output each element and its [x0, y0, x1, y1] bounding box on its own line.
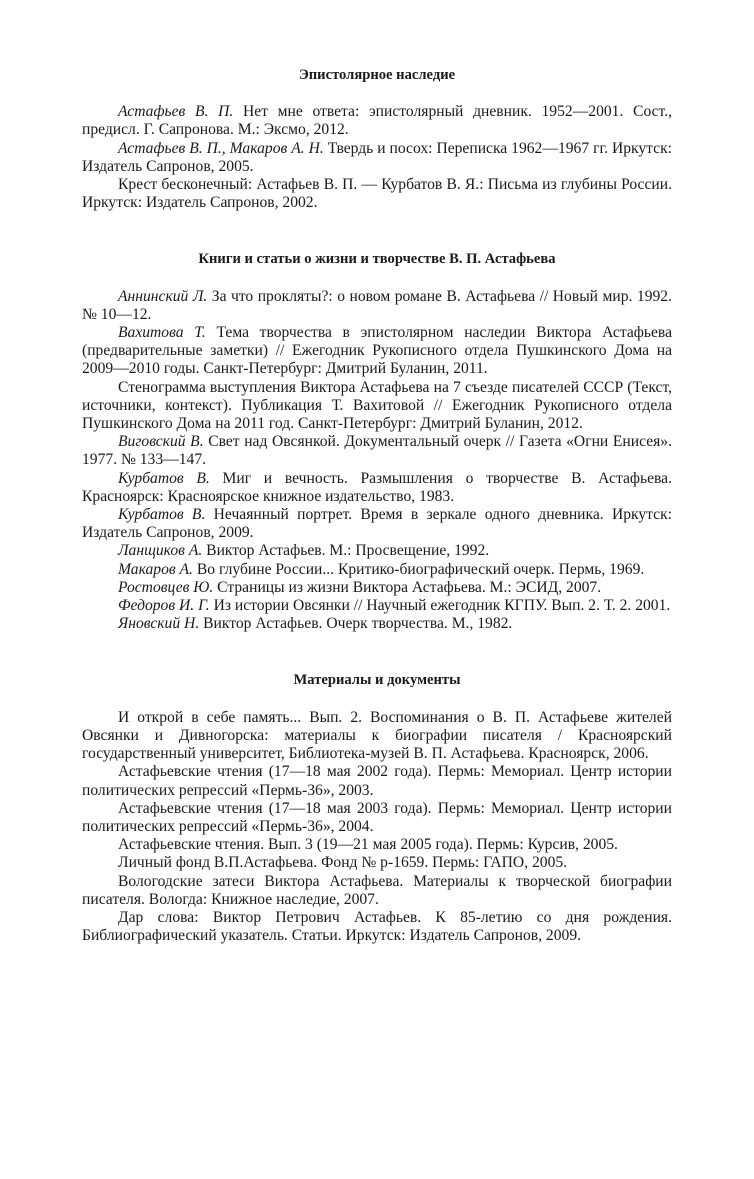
bibliography-entry — [82, 379, 672, 434]
bibliography-entry — [82, 709, 672, 764]
section-books-articles-list — [82, 288, 672, 634]
entry-text: За что прокляты?: о новом романе В. Астафьева // Новый мир. 1992. № 10—12. — [82, 287, 672, 323]
entry-text: Астафьевские чтения (17—18 мая 2003 года). Пермь: Мемориал. Центр истории политических репрессий «Пермь-36», 2004. — [82, 799, 672, 835]
bibliography-entry — [82, 763, 672, 799]
entry-author: Ланщиков А. — [118, 542, 203, 560]
bibliography-entry — [82, 542, 672, 560]
bibliography-entry — [82, 140, 672, 176]
bibliography-entry — [82, 854, 672, 872]
bibliography-entry — [82, 800, 672, 836]
entry-text: Вологодские затеси Виктора Астафьева. Материалы к творческой биографии писателя. Вологда: Книжное наследие, 2007. — [82, 872, 672, 908]
entry-author: Федоров И. Г. — [118, 597, 210, 615]
document-page — [82, 66, 672, 945]
section-title-materials: Материалы и документы — [293, 672, 461, 689]
bibliography-entry — [82, 836, 672, 854]
entry-author: Яновский Н. — [118, 615, 200, 633]
entry-text: Страницы из жизни Виктора Астафьева. М.: ЭСИД, 2007. — [213, 578, 602, 596]
entry-text: Свет над Овсянкой. Документальный очерк // Газета «Огни Енисея». 1977. № 133—147. — [82, 433, 672, 469]
entry-author: Астафьев В. П. — [118, 103, 234, 121]
bibliography-entry — [82, 579, 672, 597]
entry-text: Виктор Астафьев. М.: Просвещение, 1992. — [202, 542, 490, 560]
entry-text: Астафьевские чтения (17—18 мая 2002 года). Пермь: Мемориал. Центр истории политических репрессий «Пермь-36», 2003. — [82, 763, 672, 799]
entry-text: И открой в себе память... Вып. 2. Воспоминания о В. П. Астафьеве жителей Овсянки и Дивногорска: материалы к биографии писателя / Красноярский государственный университет, Библиотека-музей В. П. Астафьева. Красноярск, 2006. — [82, 708, 672, 763]
entry-author: Ростовцев Ю. — [118, 578, 214, 596]
entry-author: Макаров А. — [118, 560, 193, 578]
section-title-epistolary: Эпистолярное наследие — [298, 67, 456, 83]
entry-text: Из истории Овсянки // Научный ежегодник КГПУ. Вып. 2. Т. 2. 2001. — [209, 597, 671, 615]
entry-text: Крест бесконечный: Астафьев В. П. — Курбатов В. Я.: Письма из глубины России. Иркутск: Издатель Сапронов, 2002. — [82, 176, 672, 212]
entry-text: Виктор Астафьев. Очерк творчества. М., 1982. — [199, 615, 513, 633]
entry-text: Нечаянный портрет. Время в зеркале одного дневника. Иркутск: Издатель Сапронов, 2009. — [82, 506, 672, 542]
entry-author: Вахитова Т. — [118, 324, 206, 342]
entry-text: Тема творчества в эпистолярном наследии Виктора Астафьева (предварительные заметки) // Ежегодник Рукописного отдела Пушкинского Дома на 2009—2010 годы. Санкт-Петербург: Дмитрий Буланин, 2011. — [82, 324, 673, 378]
entry-author: Виговский В. — [118, 433, 204, 451]
bibliography-entry — [82, 176, 672, 212]
entry-text: Твердь и посох: Переписка 1962—1967 гг. Иркутск: Издатель Сапронов, 2005. — [82, 139, 672, 175]
section-epistolary-list — [82, 103, 672, 212]
entry-text: Во глубине России... Критико-биографический очерк. Пермь, 1969. — [192, 560, 645, 578]
bibliography-entry — [82, 433, 672, 469]
entry-author: Курбатов В. — [118, 469, 210, 487]
entry-author: Курбатов В. — [118, 506, 206, 524]
section-title-books-articles: Книги и статьи о жизни и творчестве В. П. Астафьева — [198, 251, 556, 268]
bibliography-entry — [82, 288, 672, 324]
bibliography-entry — [82, 873, 672, 909]
entry-author: Аннинский Л. — [118, 287, 208, 305]
entry-text: Астафьевские чтения. Вып. 3 (19—21 мая 2005 года). Пермь: Курсив, 2005. — [118, 836, 618, 854]
bibliography-entry — [82, 597, 672, 615]
entry-text: Личный фонд В.П.Астафьева. Фонд № р-1659. Пермь: ГАПО, 2005. — [118, 854, 568, 872]
bibliography-entry — [82, 561, 672, 579]
bibliography-entry — [82, 506, 672, 542]
bibliography-entry — [82, 324, 672, 379]
entry-author: Астафьев В. П., Макаров А. Н. — [118, 139, 324, 157]
entry-text: Дар слова: Виктор Петрович Астафьев. К 85-летию со дня рождения. Библиографический указатель. Статьи. Иркутск: Издатель Сапронов, 2009. — [82, 908, 672, 945]
entry-text: Нет мне ответа: эпистолярный дневник. 1952—2001. Сост., предисл. Г. Сапронова. М.: Эксмо, 2012. — [82, 103, 672, 139]
entry-text: Миг и вечность. Размышления о творчестве В. Астафьева. Красноярск: Красноярское книжное издательство, 1983. — [82, 469, 672, 505]
entry-text: Стенограмма выступления Виктора Астафьева на 7 съезде писателей СССР (Текст, источники, контекст). Публикация Т. Вахитовой // Ежегодник Рукописного отдела Пушкинского Дома на 2011 год. Санкт-Петербург: Дмитрий Буланин, 2012. — [82, 378, 672, 433]
bibliography-entry — [82, 103, 672, 139]
bibliography-entry — [82, 470, 672, 506]
bibliography-entry — [82, 615, 672, 633]
bibliography-entry — [82, 909, 672, 945]
section-materials-list — [82, 709, 672, 946]
